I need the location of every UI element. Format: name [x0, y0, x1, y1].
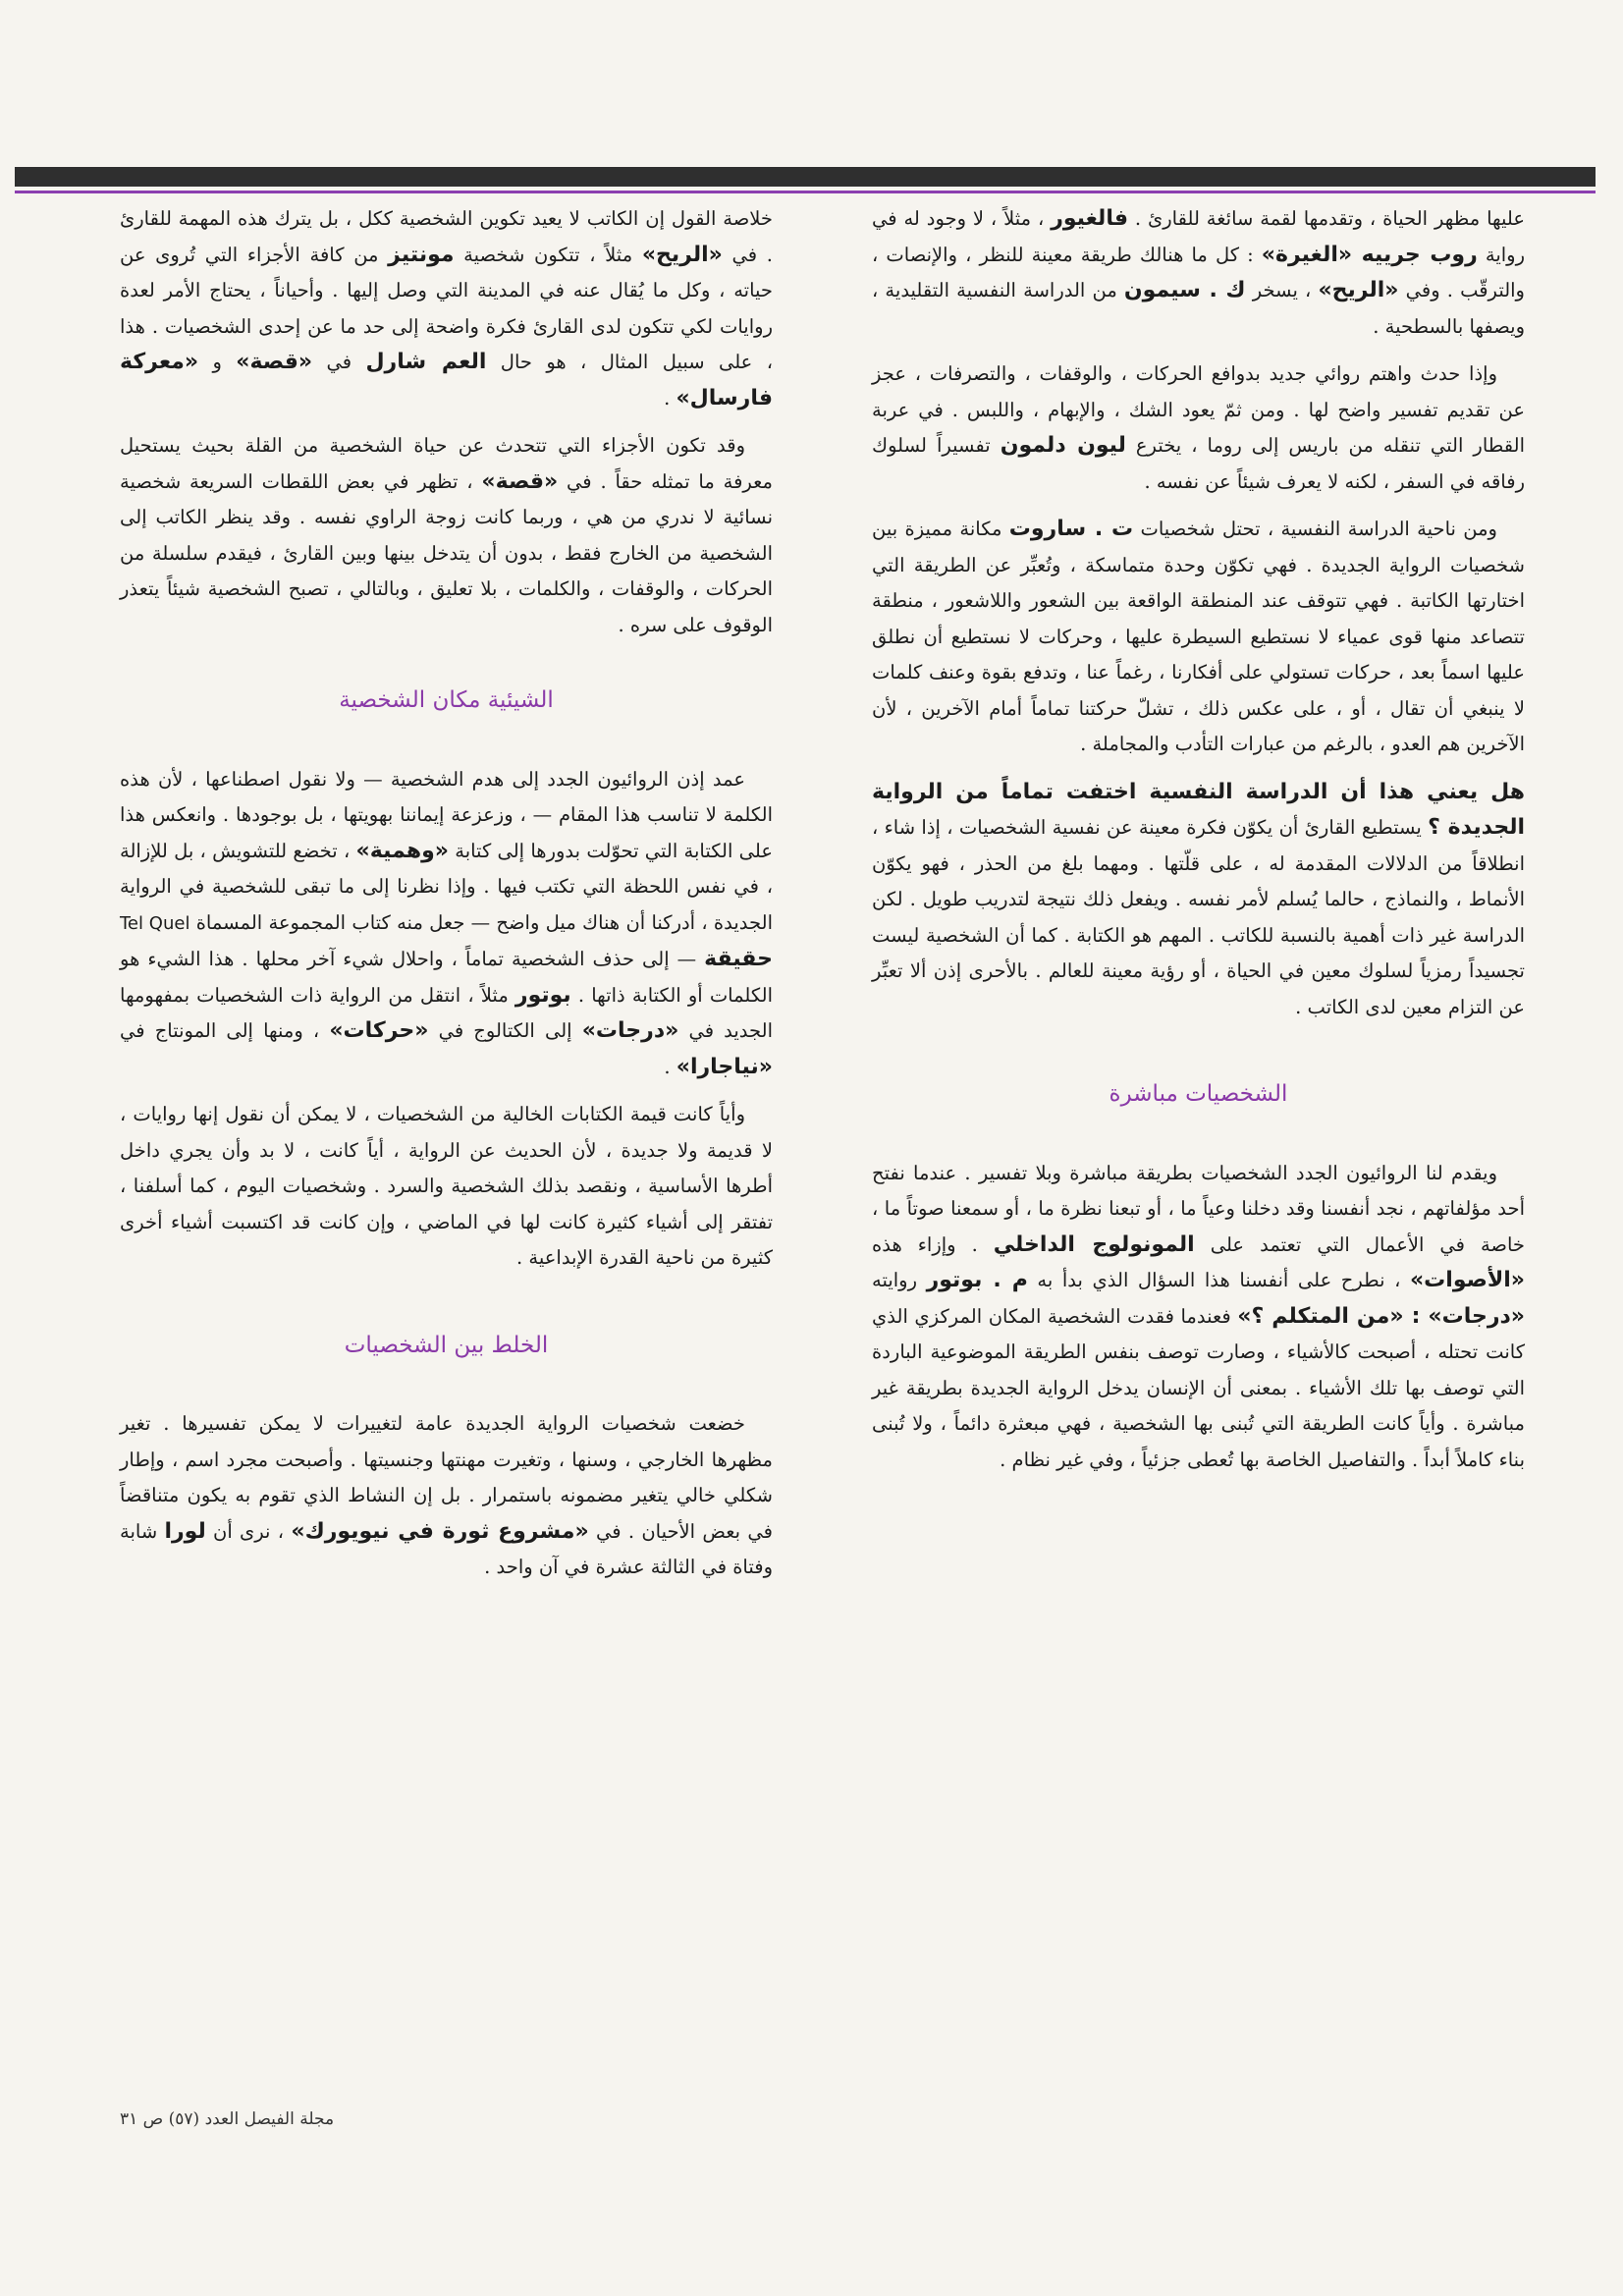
bold-term: «الريح» — [641, 242, 723, 267]
text-run: ، تظهر في بعض اللقطات السريعة شخصية نسائية لا ندري من هي ، وربما كانت زوجة الراوي نفسه . وقد ينظر الكاتب إلى الشخصية من الخارج فقط ، بدون أن يتدخل بينها وبين القارئ ، فيقدم سلسلة من الحركات ، والوقفات ، والكلمات ، بلا تعليق ، وبالتالي ، تصبح الشخصية شيئاً يتعذر الوقوف على سره . — [120, 469, 773, 636]
text-run: مثلاً ، تتكون شخصية — [454, 243, 642, 266]
paragraph-text — [872, 816, 1525, 1018]
bold-term: لورا — [164, 1518, 206, 1544]
text-run: فعندما فقدت الشخصية المكان المركزي الذي كانت تحتله ، أصبحت كالأشياء ، وصارت توصف بنفس الطريقة الموضوعية الباردة التي توصف بها تلك الأشياء . بمعنى أن الإنسان يدخل الرواية الجديدة بطريقة غير مباشرة . وأياً كانت الطريقة التي تُبنى بها الشخصية ، فهي مبعثرة دائماً ، ولا تُبنى بناء كاملاً أبداً . والتفاصيل الخاصة بها تُعطى جزئياً ، وفي غير نظام . — [872, 1304, 1525, 1471]
text-run: روايته — [872, 1269, 927, 1291]
text-run: في — [312, 351, 366, 373]
text-run: شابة وفتاة في الثالثة عشرة في آن واحد . — [120, 1519, 773, 1578]
paragraph — [872, 775, 1525, 1026]
text-run: ويقدم لنا الروائيون الجدد الشخصيات بطريقة مباشرة وبلا تفسير . عندما نفتح أحد مؤلفاتهم ، نجد أنفسنا وقد دخلنا وعياً ما ، أو تبعنا نظرة ما ، أو سمعنا صوتاً ما ، خاصة في الأعمال التي تعتمد على — [872, 1161, 1525, 1256]
bold-term: «نياجارا» — [676, 1054, 773, 1079]
paragraph — [120, 762, 773, 1086]
text-run: من الدراسة النفسية التقليدية ، ويصفها بالسطحية . — [872, 279, 1525, 338]
paragraph — [872, 201, 1525, 345]
text-run: . — [664, 1055, 676, 1078]
bold-term: «وهمية» — [355, 838, 449, 863]
question-heading: هل يعني هذا أن الدراسة النفسية اختفت تماماً من الرواية الجديدة ؟ — [872, 779, 1526, 840]
text-run: ومن ناحية الدراسة النفسية ، تحتل شخصيات — [1133, 518, 1497, 540]
bold-term: فالغيور — [1051, 206, 1128, 231]
bold-term: «الأصوات» — [1409, 1268, 1525, 1292]
text-run: وأياً كانت قيمة الكتابات الخالية من الشخصيات ، لا يمكن أن نقول إنها روايات ، لا قديمة ولا جديدة ، لأن الحديث عن الرواية ، أياً كانت ، لا بد وأن يجري داخل أطرها الأساسية ، ونقصد بذلك الشخصية والسرد . وشخصيات اليوم ، كما أسلفنا ، تفتقر إلى أشياء كثيرة كانت لها في الماضي ، وإن كانت قد اكتسبت أشياء أخرى كثيرة من ناحية القدرة الإبداعية . — [120, 1103, 773, 1269]
text-run: . — [664, 386, 676, 410]
bold-term: مونتيز — [388, 242, 455, 267]
bold-term: ك . سيمون — [1123, 278, 1246, 302]
text-run: عليها مظهر الحياة ، وتقدمها لقمة سائغة للقارئ . — [1128, 207, 1526, 230]
column-left — [120, 201, 773, 1598]
text-run: ، يسخر — [1245, 279, 1319, 301]
bold-term: «درجات» : «من المتكلم ؟» — [1237, 1303, 1526, 1329]
text-run: خضعت شخصيات الرواية الجديدة عامة لتغييرات لا يمكن تفسيرها . تغير مظهرها الخارجي ، وسنها ، وتغيرت مهنتها وجنسيتها . وأصبحت مجرد اسم ، وإطار شكلي خالي يتغير مضمونه باستمرار . بل إن النشاط الذي تقوم به يكون متناقضاً في بعض الأحيان . في — [120, 1412, 773, 1543]
bold-term: م . بوتور — [926, 1268, 1028, 1292]
text-run: : كل ما هنالك طريقة معينة للنظر ، والإنصات ، والترقّب . وفي — [872, 243, 1525, 301]
text-run: مكانة مميزة بين شخصيات الرواية الجديدة . فهي تكوّن وحدة متماسكة ، وتُعبِّر عن الطريقة التي اختارتها الكاتبة . فهي تتوقف عند المنطقة الواقعة بين الشعور واللاشعور ، منطقة تتصاعد منها قوى عمياء لا نستطيع السيطرة عليها ، وحركات لا نستطيع أن نطلق عليها اسماً بعد ، حركات تستولي على أفكارنا ، رغماً عنا ، وتدفع بقوة وعنف كلمات لا ينبغي أن تقال ، أو ، على عكس ذلك ، تشلّ حركتنا تماماً أمام الآخرين ، لأن الآخرين هم العدو ، بالرغم من عبارات التأدب والمجاملة . — [872, 518, 1525, 755]
section-heading: الشخصيات مباشرة — [1109, 1081, 1288, 1107]
column-right — [872, 201, 1525, 1490]
bold-term: «الريح» — [1318, 278, 1399, 302]
text-run: وإذا حدث واهتم روائي جديد بدوافع الحركات ، والوقفات ، والتصرفات ، عجز عن تقديم تفسير واضح لها . ومن ثمّ يعود الشك ، والإبهام ، واللبس . في عربة القطار التي تنقله من باريس إلى روما ، يخترع — [872, 362, 1526, 457]
section-heading: الخلط بين الشخصيات — [344, 1332, 549, 1358]
text-run: عمد إذن الروائيون الجدد إلى هدم الشخصية — ولا نقول اصطناعها ، لأن هذه الكلمة لا تناسب هذا المقام — ، وزعزعة إيماننا بهويتها ، بل بوجودها . وانعكس هذا على الكتابة التي تحوّلت بدورها إلى كتابة — [120, 767, 773, 862]
top-rule-purple — [15, 191, 1596, 193]
text-run: ، نرى أن — [205, 1519, 292, 1543]
paragraph — [872, 1156, 1525, 1479]
paragraph — [872, 356, 1525, 500]
text-run: — إلى حذف الشخصية تماماً ، واحلال شيء آخر محلها . هذا الشيء هو الكلمات أو الكتابة ذاتها . — [120, 948, 773, 1007]
bold-term: بوتور — [514, 982, 571, 1008]
bold-term: «قصة» — [236, 350, 313, 374]
bold-term: المونولوج الداخلي — [993, 1231, 1195, 1257]
bold-term: العم شارل — [365, 350, 487, 374]
text-run: من كافة الأجزاء التي تُروى عن حياته ، وكل ما يُقال عنه في المدينة التي وصل إليها . وأحياناً ، يحتاج الأمر لعدة روايات لكي تتكون لدى القارئ فكرة واضحة إلى حد ما عن إحدى الشخصيات . هذا ، على سبيل المثال ، هو حال — [120, 243, 773, 373]
bold-term: ت . ساروت — [1008, 517, 1134, 541]
text-run: . وإزاء هذه — [872, 1232, 994, 1256]
bold-term: «درجات» — [581, 1018, 679, 1043]
text-run: تفسيراً لسلوك رفاقه في السفر ، لكنه لا يعرف شيئاً عن نفسه . — [872, 434, 1525, 493]
bold-term: «معركة فارسال» — [120, 350, 773, 410]
paragraph — [120, 1406, 773, 1586]
bold-term: ليون دلمون — [1000, 433, 1126, 458]
section-heading: الشيئية مكان الشخصية — [339, 687, 554, 713]
bold-term: روب جرييه «الغيرة» — [1261, 242, 1478, 267]
top-rule-dark — [15, 167, 1596, 187]
paragraph — [120, 201, 773, 416]
text-run: ، مثلاً ، لا وجود له في رواية — [872, 207, 1525, 266]
paragraph — [120, 428, 773, 643]
text-run: و — [198, 351, 237, 373]
text-run: ، ومنها إلى المونتاج في — [120, 1019, 330, 1042]
bold-term: «قصة» — [481, 468, 559, 494]
latin-term: Tel Quel — [120, 912, 190, 934]
text-run: وقد تكون الأجزاء التي تتحدث عن حياة الشخصية من القلة بحيث يستحيل معرفة ما تمثله حقاً . في — [120, 434, 774, 493]
text-run: مثلاً ، انتقل من الرواية ذات الشخصيات بمفهومها الجديد في — [120, 983, 773, 1042]
text-run: ، تخضع للتشويش ، بل للإزالة ، في نفس اللحظة التي تكتب فيها . وإذا نظرنا إلى ما تبقى للشخصية في الرواية الجديدة ، أدركنا أن هناك ميل واضح — جعل منه كتاب المجموعة المسماة — [120, 839, 773, 934]
text-run: إلى الكتالوج في — [428, 1019, 582, 1042]
bold-term: «حركات» — [329, 1018, 429, 1043]
paragraph — [872, 512, 1525, 763]
paragraph — [120, 1097, 773, 1277]
page-footer: مجلة الفيصل العدد (٥٧) ص ٣١ — [120, 2109, 335, 2129]
text-run: خلاصة القول إن الكاتب لا يعيد تكوين الشخصية ككل ، بل يترك هذه المهمة للقارئ . في — [120, 207, 773, 266]
text-run: يستطيع القارئ أن يكوّن فكرة معينة عن نفسية الشخصيات ، إذا شاء ، انطلاقاً من الدلالات المقدمة له ، على قلّتها . ومهما بلغ من الحذر ، فهو يكوّن الأنماط ، والنماذج ، حالما يُسلم لأمر نفسه . ويفعل ذلك نتيجة لتدريب طويل . لكن الدراسة غير ذات أهمية بالنسبة للكاتب . المهم هو الكتابة . كما أن الشخصية ليست تجسيداً رمزياً لسلوك معين في الحياة ، أو رؤية معينة للعالم . بالأحرى إذن ألا تعبِّر عن التزام معين لدى الكاتب . — [872, 816, 1525, 1018]
bold-term: حقيقة — [704, 947, 773, 971]
text-run: ، نطرح على أنفسنا هذا السؤال الذي بدأ به — [1027, 1269, 1410, 1291]
bold-term: «مشروع ثورة في نيويورك» — [291, 1518, 589, 1544]
